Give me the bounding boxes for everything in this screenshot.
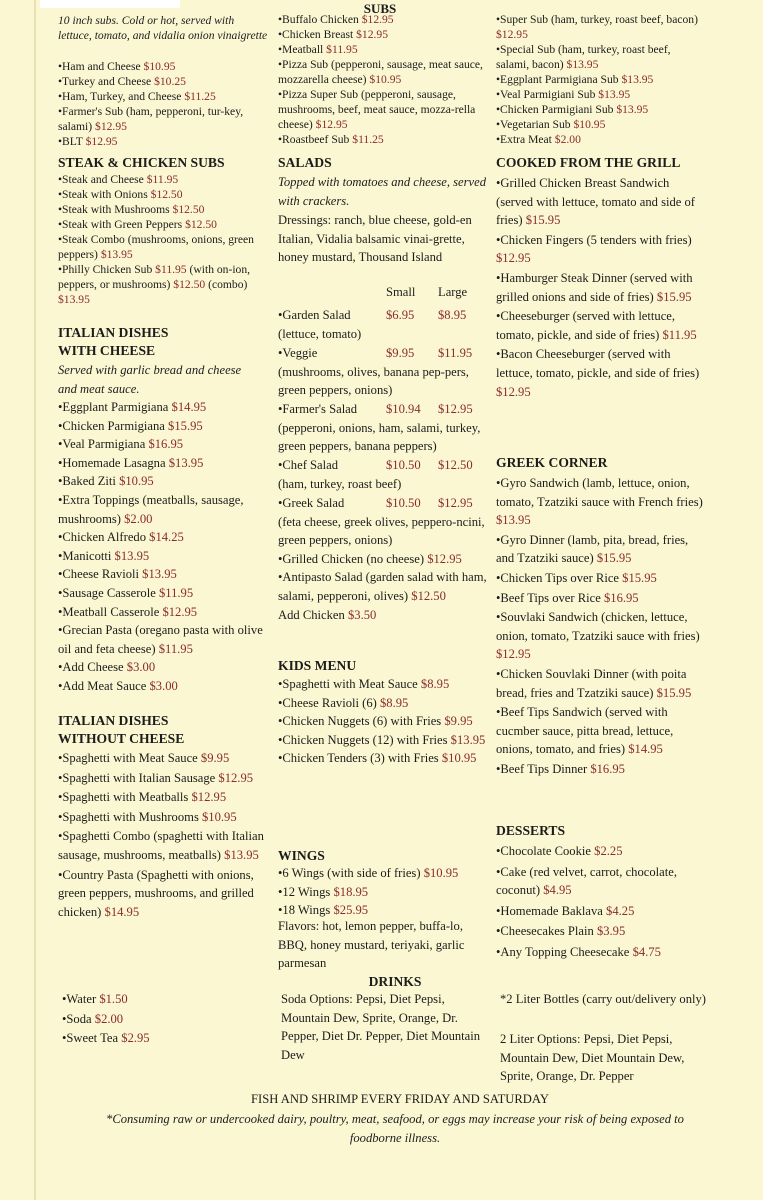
item-name: •Bacon Cheeseburger (served with lettuce, tomato, pickle, and side of fries) [496, 347, 700, 380]
menu-item [496, 102, 706, 117]
item-price: $9.95 [200, 751, 230, 765]
menu-item [278, 568, 490, 605]
menu-item [496, 174, 706, 230]
menu-item [58, 603, 272, 622]
menu-item [58, 454, 272, 473]
menu-item [496, 665, 706, 702]
item-name: •Special Sub (ham, turkey, roast beef, salami, bacon) [496, 43, 671, 71]
menu-item [496, 72, 706, 87]
menu-item [58, 677, 272, 696]
item-name: •Veal Parmigiani Sub [496, 88, 596, 101]
salad-small-price: $10.50 [386, 457, 421, 472]
item-price: $15.95 [622, 570, 657, 585]
item-name: •Grilled Chicken (no cheese) [278, 551, 425, 566]
item-price: $16.95 [590, 761, 625, 776]
item-price: $11.25 [184, 90, 216, 103]
item-price: $13.95 [450, 732, 486, 747]
item-name: •Hamburger Steak Dinner (served with grilled onions and side of fries) [496, 270, 693, 304]
item-price: $15.95 [525, 213, 561, 228]
menu-item [278, 12, 490, 27]
dressings-text: Dressings: ranch, blue cheese, gold-en Italian, Vidalia balsamic vinai-grette, honey mustard, Thousand Island [278, 213, 472, 265]
item-name: •Extra Toppings (meatballs, sausage, mushrooms) [58, 492, 244, 526]
item-name: •Chicken Parmigiani Sub [496, 103, 614, 116]
item-price: $12.95 [496, 28, 528, 41]
item-price: $12.50 [150, 188, 183, 201]
item-name: •Gyro Sandwich (lamb, lettuce, onion, tomato, Tzatziki sauce with French fries) [496, 476, 703, 509]
item-price: $12.95 [496, 251, 531, 266]
item-price: $8.95 [380, 695, 409, 710]
item-price: $10.95 [202, 809, 237, 824]
greek-heading: GREEK CORNER [496, 455, 608, 470]
item-name: •Chicken Nuggets (12) with Fries [278, 732, 448, 747]
item-name: •Add Cheese [58, 660, 124, 675]
salad-large-price: $8.95 [438, 308, 467, 322]
menu-item [278, 675, 490, 694]
item-price: $1.50 [99, 992, 128, 1006]
item-price: $12.95 [496, 647, 531, 662]
item-price: $11.25 [352, 133, 384, 146]
salad-desc: (mushrooms, olives, banana pep-pers, green peppers, onions) [278, 364, 469, 398]
menu-item [496, 307, 706, 344]
item-name: •Add Meat Sauce [58, 678, 147, 693]
item-price: $2.95 [121, 1031, 150, 1046]
menu-item [58, 827, 272, 864]
item-name: •Soda [62, 1011, 92, 1026]
item-name: •Chocolate Cookie [496, 844, 591, 858]
salad-small-price: $10.50 [386, 495, 421, 510]
item-name: •Any Topping Cheesecake [496, 944, 630, 959]
menu-item [278, 132, 490, 147]
item-name: •Super Sub (ham, turkey, roast beef, bacon) [496, 13, 698, 26]
item-name: •Ham, Turkey, and Cheese [58, 90, 182, 103]
item-name: •Cheese Ravioli (6) [278, 695, 377, 710]
item-price: $13.95 [114, 548, 150, 563]
item-price: $4.25 [606, 903, 635, 918]
menu-item [496, 760, 706, 779]
item-price: $11.95 [158, 641, 193, 656]
menu-item [62, 1010, 242, 1029]
item-price: $12.95 [315, 118, 348, 131]
item-price: $14.95 [104, 904, 140, 919]
menu-item [58, 788, 272, 807]
item-price: $14.25 [149, 530, 184, 545]
desserts-list [496, 842, 706, 964]
menu-item [496, 608, 706, 664]
item-price: $12.50 [411, 588, 446, 603]
subs-heading: SUBS [363, 1, 397, 16]
item-price: $9.95 [444, 714, 473, 729]
item-price: $15.95 [596, 551, 632, 566]
item-name: •Eggplant Parmigiana [58, 400, 169, 414]
item-name: •Spaghetti with Mushrooms [58, 809, 199, 824]
item-price: $11.95 [146, 173, 179, 186]
menu-item [58, 187, 272, 202]
salad-large-price: $12.50 [438, 457, 473, 472]
menu-item [58, 134, 272, 149]
menu-item [496, 345, 706, 401]
kids-heading: KIDS MENU [278, 658, 357, 673]
salad-item [278, 400, 490, 456]
item-name: •Grilled Chicken Breast Sandwich (served with lettuce, tomato and side of fries) [496, 176, 695, 228]
menu-item [58, 808, 272, 827]
menu-item [496, 12, 706, 42]
item-price: $13.95 [58, 293, 90, 306]
menu-item [58, 217, 272, 232]
item-price: $10.95 [423, 866, 459, 880]
item-price: $11.95 [326, 43, 358, 56]
menu-item [496, 569, 706, 588]
menu-item [58, 769, 272, 788]
menu-item [58, 749, 272, 768]
item-name: •Steak with Green Peppers [58, 218, 183, 231]
item-name: •Souvlaki Sandwich (chicken, lettuce, onion, tomato, Tzatziki sauce with fries) [496, 610, 700, 643]
item-name: •Philly Chicken Sub [58, 263, 153, 276]
menu-item [496, 842, 706, 861]
menu-item [496, 902, 706, 921]
item-price: $13.95 [142, 567, 177, 582]
item-name: •Spaghetti with Meat Sauce [278, 677, 418, 691]
menu-item [58, 89, 272, 104]
item-name: •Chicken Breast [278, 28, 354, 41]
salad-item [278, 344, 490, 400]
foodborne-warning: *Consuming raw or undercooked dairy, poultry, meat, seafood, or eggs may increase your risk of being exposed to foodborne illness. [106, 1112, 684, 1145]
item-name: •Steak and Cheese [58, 173, 144, 186]
middle-subs-list [278, 12, 490, 147]
item-price: $12.95 [85, 135, 118, 148]
salad-item [278, 494, 490, 550]
item-price: $12.50 [172, 203, 205, 216]
item-price: $12.95 [218, 770, 254, 785]
item-price: $16.95 [603, 590, 639, 605]
menu-item [278, 42, 490, 57]
item-price: $13.95 [224, 847, 259, 862]
menu-item [278, 27, 490, 42]
item-name: •Cheesecakes Plain [496, 924, 594, 939]
item-price: $11.95 [155, 263, 187, 276]
menu-item [496, 132, 706, 147]
desserts-heading: DESSERTS [496, 823, 566, 838]
menu-item [278, 606, 490, 625]
item-name: •Roastbeef Sub [278, 133, 350, 146]
menu-item [58, 262, 272, 307]
item-price: $2.25 [594, 844, 623, 858]
menu-item [496, 269, 706, 306]
item-price: $10.95 [143, 60, 176, 73]
menu-item [58, 202, 272, 217]
menu-item [58, 74, 272, 89]
item-price: $13.95 [100, 248, 133, 261]
steak-heading: STEAK & CHICKEN SUBS [58, 155, 225, 170]
item-name: •Meatball Casserole [58, 604, 160, 619]
menu-item [58, 172, 272, 187]
item-price: $12.95 [191, 790, 227, 805]
grill-list [496, 174, 706, 402]
size-small-label: Small [386, 285, 416, 299]
menu-item [58, 866, 272, 922]
menu-item [496, 922, 706, 941]
subs-intro: 10 inch subs. Cold or hot, served with lettuce, tomato, and vidalia onion vinaigrette [58, 14, 268, 42]
item-price: $14.95 [628, 742, 663, 757]
item-name: •Chicken Fingers (5 tenders with fries) [496, 232, 692, 247]
item-name: •Baked Ziti [58, 474, 116, 489]
item-price: $13.95 [566, 58, 599, 71]
salads-heading: SALADS [278, 155, 332, 170]
salad-name: •Farmer's Salad [278, 401, 358, 416]
item-price: $16.95 [148, 437, 184, 452]
menu-item [58, 621, 272, 658]
salad-item [278, 456, 490, 494]
item-name: •BLT [58, 135, 83, 148]
item-name: •Meatball [278, 43, 324, 56]
menu-item [496, 42, 706, 72]
item-price: $15.95 [168, 418, 203, 433]
menu-item [58, 528, 272, 547]
item-name: •Cheese Ravioli [58, 567, 140, 582]
item-name: •Extra Meat [496, 133, 552, 146]
menu-item [278, 87, 490, 132]
menu-item [278, 57, 490, 87]
item-price: $3.95 [596, 924, 626, 939]
item-name: •Cake (red velvet, carrot, chocolate, coconut) [496, 864, 677, 898]
item-name: •Vegetarian Sub [496, 118, 571, 131]
italian-cheese-note: Served with garlic bread and cheese and meat sauce. [58, 363, 242, 396]
menu-item [58, 472, 272, 491]
item-name: •6 Wings (with side of fries) [278, 866, 421, 880]
wings-heading: WINGS [278, 848, 325, 863]
menu-item [278, 731, 490, 750]
menu-item [58, 547, 272, 566]
item-name: Add Chicken [278, 607, 345, 622]
salad-item [278, 306, 490, 344]
item-name: •Manicotti [58, 548, 112, 563]
salad-large-price: $12.95 [438, 495, 473, 510]
item-price: $12.50 [173, 278, 206, 291]
italian-cheese-list [58, 398, 272, 696]
italian-nocheese-list [58, 749, 272, 922]
menu-item [62, 990, 242, 1009]
menu-item [496, 703, 706, 759]
wings-flavors: Flavors: hot, lemon pepper, buffa-lo, BBQ, honey mustard, teriyaki, garlic parmesan [278, 919, 465, 971]
item-name: •Country Pasta (Spaghetti with onions, green peppers, mushrooms, and grilled chicken) [58, 867, 254, 919]
item-name: •Sweet Tea [62, 1031, 119, 1046]
italian-nocheese-heading-1: ITALIAN DISHES [58, 713, 169, 728]
salad-desc: (feta cheese, greek olives, peppero-ncini, green peppers, onions) [278, 514, 485, 548]
item-name: •Gyro Dinner (lamb, pita, bread, fries, and Tzatziki sauce) [496, 532, 689, 566]
menu-item [58, 104, 272, 134]
item-price: $2.00 [94, 1011, 124, 1026]
salad-large-price: $12.95 [438, 401, 473, 416]
item-price: $14.95 [171, 400, 207, 414]
item-extra: (combo) [208, 278, 248, 291]
menu-item [278, 864, 490, 883]
item-extra: (with on-ion, peppers, or mushrooms) [58, 263, 251, 291]
salad-name: •Greek Salad [278, 495, 345, 510]
item-price: $18.95 [333, 884, 369, 899]
item-name: •Beef Tips Dinner [496, 761, 588, 776]
salad-small-price: $6.95 [386, 308, 415, 322]
item-price: $12.95 [361, 13, 394, 26]
menu-item [278, 712, 490, 731]
menu-item [58, 59, 272, 74]
menu-item [496, 589, 706, 608]
salad-desc: (pepperoni, onions, ham, salami, turkey, green peppers, banana peppers) [278, 420, 481, 454]
item-name: •Chicken Parmigiana [58, 418, 165, 433]
item-price: $25.95 [333, 903, 369, 918]
item-price: $12.95 [95, 120, 127, 133]
item-price: $10.95 [119, 474, 154, 489]
item-name: •Ham and Cheese [58, 60, 141, 73]
item-price: $12.95 [427, 551, 462, 566]
menu-item [58, 565, 272, 584]
item-price: $13.95 [496, 513, 531, 528]
item-price: $12.50 [185, 218, 217, 231]
item-price: $4.75 [632, 944, 661, 959]
item-name: •Grecian Pasta (oregano pasta with olive oil and feta cheese) [58, 623, 263, 656]
item-name: •Water [62, 992, 97, 1006]
item-price: $11.95 [662, 327, 697, 342]
menu-item [62, 1029, 242, 1048]
item-price: $8.95 [420, 677, 450, 691]
menu-item [496, 474, 706, 530]
salad-desc: (ham, turkey, roast beef) [278, 476, 402, 491]
item-name: •Chicken Tips over Rice [496, 570, 619, 585]
item-price: $12.95 [496, 384, 531, 399]
liter-note: *2 Liter Bottles (carry out/delivery only) [500, 992, 706, 1006]
salad-name: •Garden Salad [278, 308, 351, 322]
item-name: •Farmer's Sub (ham, pepperoni, tur-key, salami) [58, 105, 244, 133]
menu-item [496, 531, 706, 568]
item-name: •Eggplant Parmigiana Sub [496, 73, 619, 86]
item-name: •Cheeseburger (served with lettuce, tomato, pickle, and side of fries) [496, 309, 676, 342]
item-name: •Beef Tips Sandwich (served with cucmber sauce, pitta bread, lettuce, onions, tomato, and fries) [496, 705, 674, 757]
menu-item [58, 658, 272, 677]
item-name: •Spaghetti with Meatballs [58, 790, 189, 805]
item-name: •Homemade Baklava [496, 903, 603, 918]
menu-item [58, 398, 272, 417]
greek-list [496, 474, 706, 780]
item-name: •Buffalo Chicken [278, 13, 359, 26]
salad-large-price: $11.95 [438, 345, 473, 360]
italian-cheese-heading-2: WITH CHEESE [58, 343, 156, 358]
salads-note: Topped with tomatoes and cheese, served with crackers. [278, 175, 486, 208]
menu-item [58, 417, 272, 436]
item-price: $15.95 [656, 685, 692, 700]
menu-item [496, 231, 706, 268]
item-price: $3.00 [149, 678, 178, 693]
grill-heading: COOKED FROM THE GRILL [496, 155, 681, 170]
item-price: $13.95 [616, 103, 649, 116]
menu-item [58, 491, 272, 528]
kids-list [278, 675, 490, 768]
salad-desc: (lettuce, tomato) [278, 327, 362, 341]
salad-name: •Veggie [278, 345, 318, 360]
steak-list [58, 172, 272, 307]
menu-item [278, 550, 490, 569]
item-price: $10.95 [369, 73, 402, 86]
item-name: •Homemade Lasagna [58, 455, 166, 470]
item-name: •Steak with Mushrooms [58, 203, 170, 216]
item-price: $11.95 [158, 585, 194, 600]
item-name: •Chicken Souvlaki Dinner (with poita bread, fries and Tzatziki sauce) [496, 666, 687, 700]
item-name: •Chicken Alfredo [58, 530, 146, 545]
salad-small-price: $9.95 [386, 345, 415, 360]
size-large-label: Large [438, 285, 468, 299]
item-price: $13.95 [598, 88, 631, 101]
item-price: $3.00 [126, 660, 156, 675]
item-name: •Sausage Casserole [58, 585, 156, 600]
item-price: $10.25 [154, 75, 186, 88]
item-price: $10.95 [573, 118, 606, 131]
item-name: •Spaghetti with Meat Sauce [58, 751, 198, 765]
item-name: •Veal Parmigiana [58, 437, 146, 452]
liter-options: 2 Liter Options: Pepsi, Diet Pepsi, Mountain Dew, Diet Mountain Dew, Sprite, Orange, Dr. Pepper [500, 1032, 685, 1084]
salad-small-price: $10.94 [386, 401, 421, 416]
menu-item [58, 435, 272, 454]
item-name: •Steak Combo (mushrooms, onions, green peppers) [58, 233, 254, 261]
menu-item [278, 749, 490, 768]
menu-item [496, 117, 706, 132]
menu-item [496, 943, 706, 962]
item-name: •Antipasto Salad (garden salad with ham, salami, pepperoni, olives) [278, 570, 487, 603]
menu-item [496, 863, 706, 900]
item-name: •Steak with Onions [58, 188, 148, 201]
item-name: •Chicken Nuggets (6) with Fries [278, 714, 442, 729]
fish-shrimp-notice: FISH AND SHRIMP EVERY FRIDAY AND SATURDAY [251, 1092, 549, 1106]
drinks-heading: DRINKS [368, 974, 422, 989]
item-price: $12.95 [162, 604, 198, 619]
item-price: $15.95 [656, 289, 692, 304]
salad-name: •Chef Salad [278, 457, 339, 472]
italian-nocheese-heading-2: WITHOUT CHEESE [58, 731, 185, 746]
menu-item [278, 694, 490, 713]
item-name: •Spaghetti Combo (spaghetti with Italian sausage, mushrooms, meatballs) [58, 829, 264, 862]
item-price: $13.95 [621, 73, 654, 86]
italian-cheese-heading-1: ITALIAN DISHES [58, 325, 169, 340]
item-price: $2.00 [124, 511, 153, 526]
menu-item [278, 883, 490, 902]
menu-item [58, 584, 272, 603]
menu-item [496, 87, 706, 102]
right-subs-list [496, 12, 706, 147]
left-subs-list [58, 59, 272, 149]
item-name: •Beef Tips over Rice [496, 590, 601, 605]
item-name: •Spaghetti with Italian Sausage [58, 770, 216, 785]
salads-list [278, 306, 490, 624]
item-name: •Pizza Sub (pepperoni, sausage, meat sauce, mozzarella cheese) [278, 58, 483, 86]
item-name: •18 Wings [278, 903, 331, 918]
soda-options: Soda Options: Pepsi, Diet Pepsi, Mountain Dew, Sprite, Orange, Dr. Pepper, Diet Dr. Pepper, Diet Mountain Dew [281, 992, 481, 1062]
item-name: •Pizza Super Sub (pepperoni, sausage, mushrooms, beef, meat sauce, mozza-rella cheese) [278, 88, 476, 131]
item-price: $10.95 [441, 751, 477, 766]
item-price: $4.95 [543, 883, 572, 898]
wings-list [278, 864, 490, 920]
menu-item [58, 232, 272, 262]
item-price: $12.95 [356, 28, 389, 41]
item-price: $13.95 [168, 455, 204, 470]
item-name: •12 Wings [278, 884, 331, 899]
item-price: $2.00 [554, 133, 581, 146]
drinks-list [62, 990, 242, 1049]
item-name: •Chicken Tenders (3) with Fries [278, 751, 439, 766]
item-price: $3.50 [347, 607, 377, 622]
item-name: •Turkey and Cheese [58, 75, 152, 88]
